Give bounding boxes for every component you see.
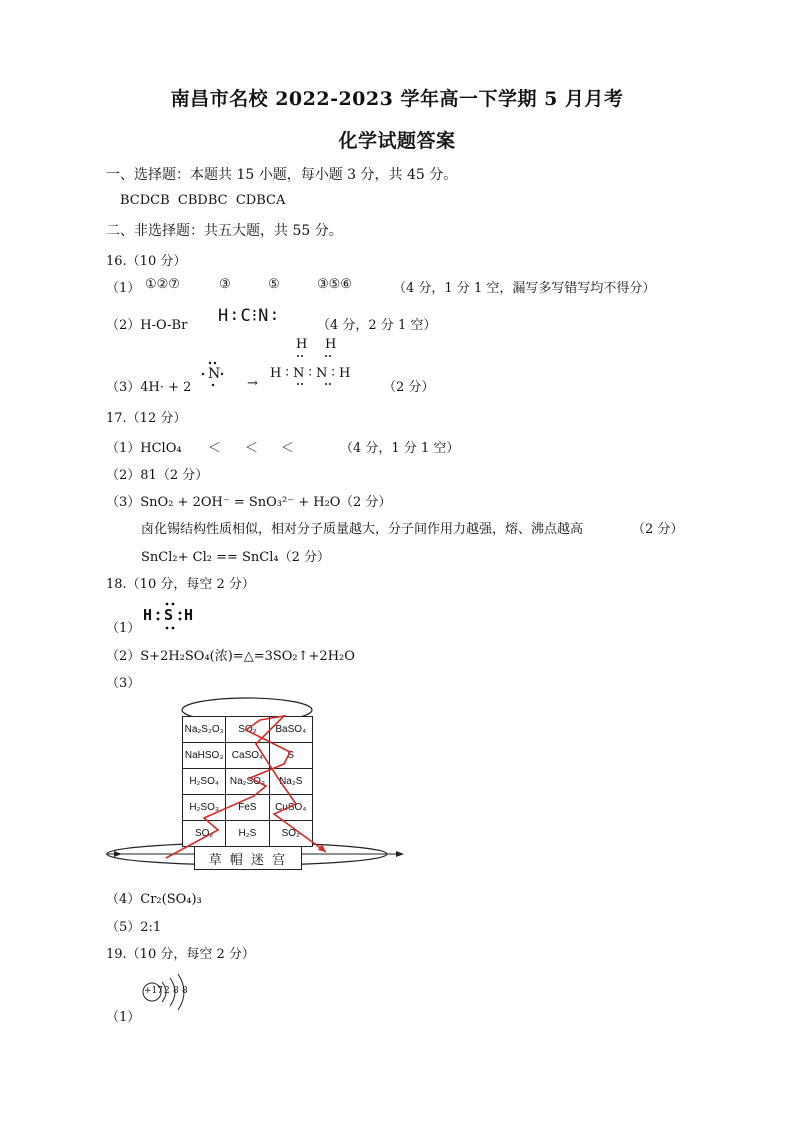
q17-p3-equation: （3）SnO₂ + 2OH⁻ = SnO₃²⁻ + H₂O bbox=[106, 495, 341, 510]
section1-heading: 一、选择题：本题共 15 小题，每小题 3 分，共 45 分。 bbox=[106, 167, 458, 183]
q16-p1-answer2: ③ bbox=[219, 277, 231, 292]
q18-p1-label: （1） bbox=[106, 621, 141, 636]
q16-p1-answer4: ③⑤⑥ bbox=[317, 277, 352, 292]
shell-1-electrons: 2 bbox=[164, 986, 170, 996]
reaction-arrow: → bbox=[247, 376, 258, 391]
maze-cell: CaSO₄ bbox=[225, 742, 269, 769]
shell-2-electrons: 8 bbox=[173, 986, 179, 996]
hydrazine-top-h1: H bbox=[296, 337, 308, 352]
maze-base-label: 草 帽 迷 宫 bbox=[194, 846, 302, 870]
q16-p1-answer1: ①②⑦ bbox=[145, 277, 180, 292]
q19-header: 19.（10 分，每空 2 分） bbox=[106, 947, 255, 962]
q18-p4: （4）Cr₂(SO₄)₃ bbox=[106, 892, 202, 907]
maze-cell: H₂S bbox=[225, 820, 269, 847]
maze-solution-path bbox=[106, 690, 406, 875]
section2-heading: 二、非选择题：共五大题，共 55 分。 bbox=[106, 223, 343, 239]
q17-p1-compare2: ＜ bbox=[245, 441, 259, 456]
q16-p3-label: （3）4H· + 2 bbox=[106, 380, 192, 395]
q16-header: 16.（10 分） bbox=[106, 254, 187, 269]
q17-p1-compare3: ＜ bbox=[281, 441, 295, 456]
q16-p1-answer3: ⑤ bbox=[268, 277, 280, 292]
q17-p3-note: （2 分） bbox=[340, 495, 392, 510]
hcn-lewis-structure: H∶C⁝N∶ bbox=[218, 306, 281, 326]
q16-p2-label: （2）H-O-Br bbox=[106, 318, 188, 333]
maze-cell: Na₂S₂O₃ bbox=[182, 716, 226, 743]
shell-3-electrons: 8 bbox=[182, 986, 188, 996]
hydrazine-lewis-row: H ∶ N ∶ N ∶ H bbox=[270, 366, 351, 381]
maze-cell: SO₂ bbox=[269, 820, 313, 847]
q18-p5: （5）2:1 bbox=[106, 920, 162, 935]
maze-cell: NaHSO₃ bbox=[182, 742, 226, 769]
q18-header: 18.（10 分，每空 2 分） bbox=[106, 577, 255, 592]
chlorine-atom-structure bbox=[140, 972, 200, 1016]
maze-cell: SO₂ bbox=[225, 716, 269, 743]
hydrazine-top-h2: H bbox=[325, 337, 337, 352]
nitrogen-symbol: N bbox=[208, 366, 221, 382]
q18-p3-label: （3） bbox=[106, 676, 141, 691]
q16-p1-note: （4 分，1 分 1 空，漏写多写错写均不得分） bbox=[393, 281, 656, 296]
page-title: 南昌市名校 2022-2023 学年高一下学期 5 月月考 bbox=[170, 88, 624, 110]
maze-cell: H₂SO₄ bbox=[182, 768, 226, 795]
q17-p2: （2）81（2 分） bbox=[106, 468, 209, 483]
q19-p1-label: （1） bbox=[106, 1010, 141, 1025]
q16-p3-note: （2 分） bbox=[383, 380, 435, 395]
maze-cell: S bbox=[269, 742, 313, 769]
h2s-h-right: H bbox=[184, 606, 194, 624]
maze-cell: CuSO₄ bbox=[269, 794, 313, 821]
straw-hat-maze bbox=[106, 690, 406, 875]
q17-p3-explanation-note: （2 分） bbox=[632, 522, 684, 537]
mc-answers: BCDCB CBDBC CDBCA bbox=[120, 193, 286, 208]
q17-p1-compare1: ＜ bbox=[208, 441, 222, 456]
page-subtitle: 化学试题答案 bbox=[338, 130, 456, 152]
maze-cell: FeS bbox=[225, 794, 269, 821]
q16-p1-label: （1） bbox=[106, 281, 141, 296]
h2s-h-left: H bbox=[143, 606, 153, 624]
q17-p1-label: （1）HClO₄ bbox=[106, 441, 182, 456]
maze-cell: H₂SO₃ bbox=[182, 794, 226, 821]
maze-cell: Na₂SO₃ bbox=[225, 768, 269, 795]
maze-cell: SO₂ bbox=[182, 820, 226, 847]
maze-cell: Na₂S bbox=[269, 768, 313, 795]
hydrazine-bond-dots bbox=[290, 352, 340, 388]
maze-cell: BaSO₄ bbox=[269, 716, 313, 743]
q18-p2: （2）S+2H₂SO₄(浓)=△=3SO₂↑+2H₂O bbox=[106, 649, 355, 664]
q17-p3-explanation: 卤化锡结构性质相似，相对分子质量越大，分子间作用力越强，熔、沸点越高 bbox=[141, 522, 584, 537]
q17-p3-reaction: SnCl₂+ Cl₂ == SnCl₄（2 分） bbox=[141, 550, 330, 565]
h2s-s: S bbox=[164, 606, 174, 624]
nitrogen-dot-structure bbox=[200, 360, 226, 388]
q17-header: 17.（12 分） bbox=[106, 411, 187, 426]
h2s-electron-dots bbox=[143, 602, 195, 630]
electron-dots bbox=[200, 360, 226, 388]
q17-p1-note: （4 分，1 分 1 空） bbox=[340, 441, 460, 456]
h2s-lewis-structure bbox=[143, 602, 195, 630]
nucleus-charge: +17 bbox=[144, 986, 163, 996]
q16-p2-note: （4 分，2 分 1 空） bbox=[317, 318, 437, 333]
